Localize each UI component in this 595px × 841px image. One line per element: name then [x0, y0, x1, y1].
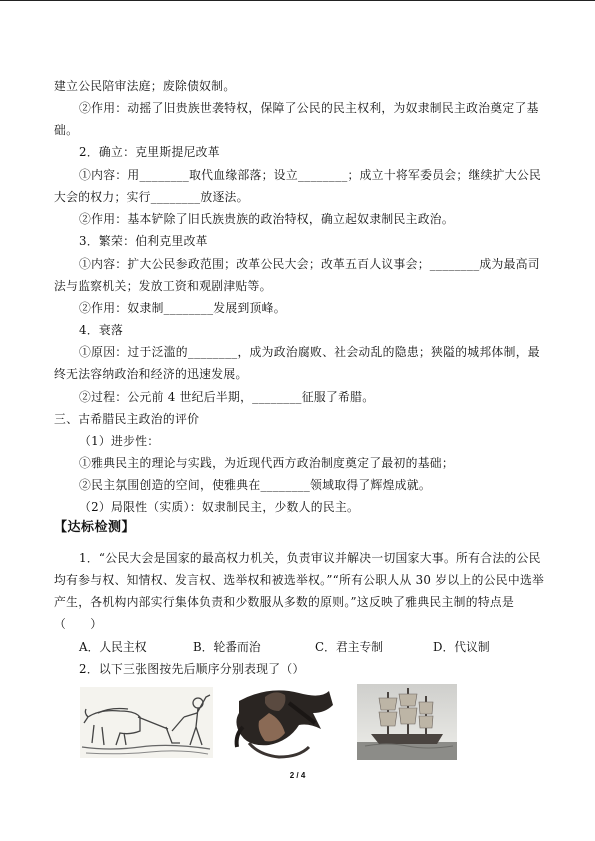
text-line: （2）局限性（实质）：奴隶制民主，少数人的民主。	[79, 500, 360, 514]
section-heading: 【达标检测】	[54, 520, 136, 535]
option-d: D．代议制	[433, 640, 490, 654]
text-line: 3．繁荣：伯利克里改革	[79, 234, 208, 248]
plowing-image	[80, 687, 213, 758]
text-line: 础。	[54, 123, 79, 137]
text-line: ①雅典民主的理论与实践，为近现代西方政治制度奠定了最初的基础；	[79, 456, 455, 470]
text-line: ②作用：奴隶制________发展到顶峰。	[79, 301, 286, 315]
text-line: 法与监察机关；发放工资和观剧津贴等。	[54, 279, 272, 293]
text-line: 大会的权力；实行________放逐法。	[54, 190, 249, 204]
text-line: ②作用：基本铲除了旧氏族贵族的政治特权，确立起奴隶制民主政治。	[79, 212, 455, 226]
question-text-line: （ ）	[54, 617, 103, 631]
text-line: 终无法容纳政治和经济的迅速发展。	[54, 367, 248, 381]
text-line: ②民主氛围创造的空间，使雅典在________领域取得了辉煌成就。	[79, 478, 432, 492]
text-line: ②作用：动摇了旧贵族世袭特权，保障了公民的民主权利，为奴隶制民主政治奠定了基	[79, 101, 539, 115]
option-a: A．人民主权	[79, 640, 147, 654]
text-line: （1）进步性：	[79, 434, 160, 448]
question-text-line: 2．以下三张图按先后顺序分别表现了（）	[79, 662, 305, 676]
sailing-ship-image	[357, 684, 457, 760]
page-top-border	[0, 0, 595, 1]
text-line: 建立公民陪审法庭；废除债奴制。	[54, 79, 236, 93]
option-b: B．轮番而治	[193, 640, 261, 654]
question-text-line: 1．“公民大会是国家的最高权力机关，负责审议并解决一切国家大事。所有合法的公民	[79, 551, 541, 565]
text-line: ①内容：扩大公民参政范围；改革公民大会；改革五百人议事会；________成为最高司	[79, 257, 540, 271]
text-line: ①内容：用________取代血缘部落；设立________；成立十将军委员会；继续扩大公民	[79, 168, 542, 182]
option-c: C．君主专制	[315, 640, 384, 654]
text-line: ①原因：过于泛滥的________，成为政治腐败、社会动乱的隐患；狭隘的城邦体制，最	[79, 345, 540, 359]
question-text-line: 均有参与权、知情权、发言权、选举权和被选举权。”“所有公职人从 30 岁以上的公民中选举	[54, 573, 545, 587]
text-line: ②过程：公元前 4 世纪后半期，________征服了希腊。	[79, 390, 375, 404]
question-text-line: 产生，各机构内部实行集体负责和少数服从多数的原则。”这反映了雅典民主制的特点是	[54, 595, 515, 609]
text-line: 2．确立：克里斯提尼改革	[79, 145, 220, 159]
text-line: 4．衰落	[79, 323, 124, 337]
page-number: 2 / 4	[289, 771, 306, 780]
text-line: 三、古希腊民主政治的评价	[54, 412, 200, 426]
horseman-image	[229, 683, 339, 761]
